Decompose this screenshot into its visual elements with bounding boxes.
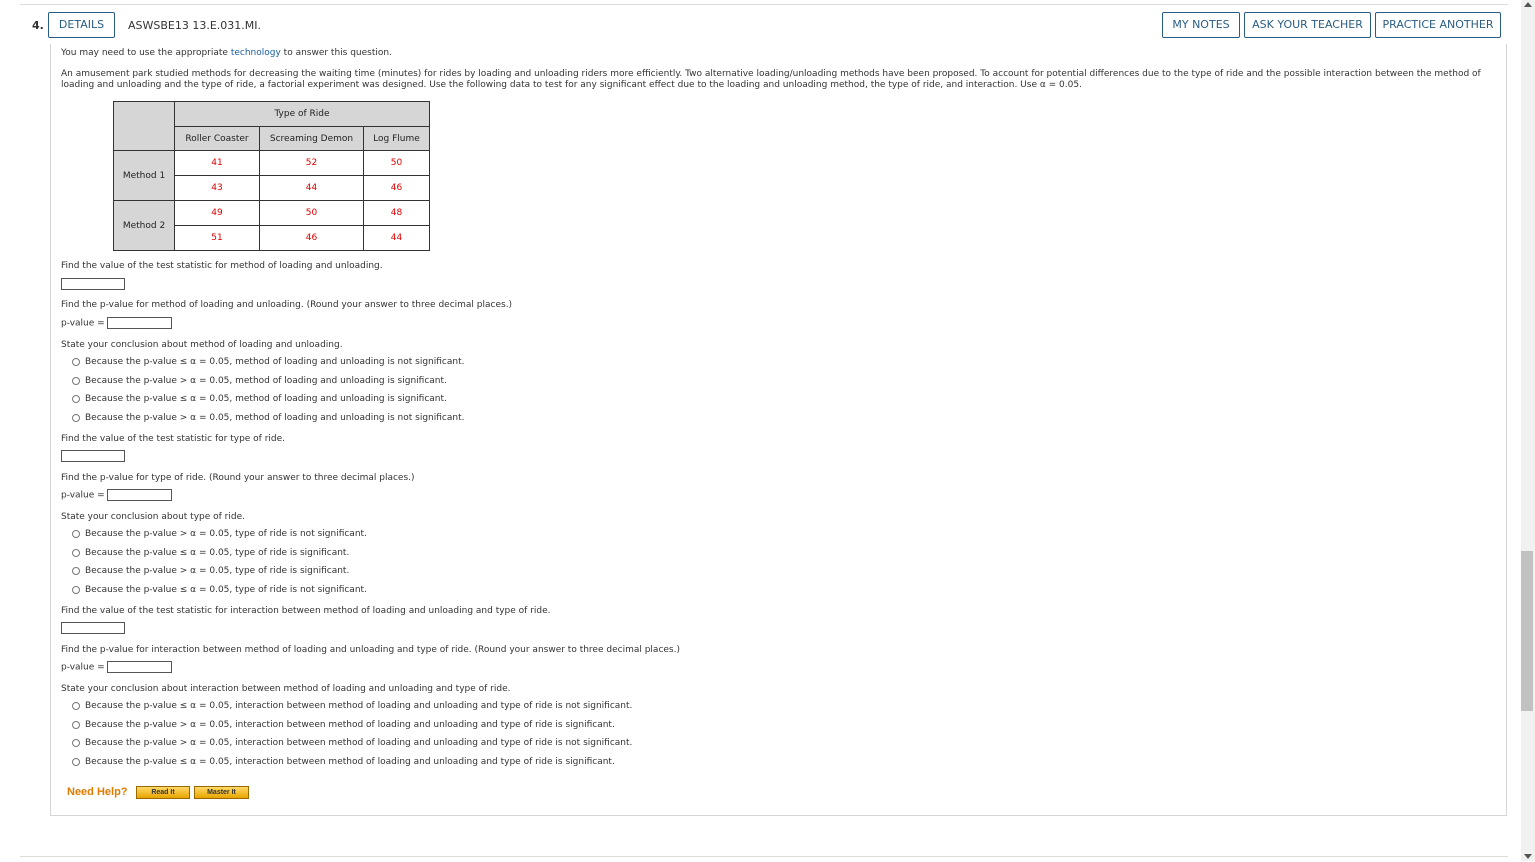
- next-question-edge: [20, 856, 1508, 862]
- method-pvalue-prompt: Find the p-value for method of loading and unloading. (Round your answer to three decimal places.): [61, 300, 513, 310]
- ask-teacher-button[interactable]: ASK YOUR TEACHER: [1244, 12, 1371, 38]
- method-option[interactable]: [72, 394, 447, 404]
- table-cell: 46: [260, 226, 364, 251]
- method-stat-prompt: Find the value of the test statistic for method of loading and unloading.: [61, 261, 383, 271]
- radio-icon[interactable]: [72, 739, 80, 747]
- option-label: Because the p-value ≤ α = 0.05, method of loading and unloading is significant.: [85, 394, 447, 404]
- question-id: ASWSBE13 13.E.031.MI.: [128, 19, 262, 32]
- scroll-down-icon[interactable]: [1524, 854, 1532, 859]
- ride-option[interactable]: [72, 566, 349, 576]
- row-header-method-1: Method 1: [114, 151, 175, 201]
- scroll-up-icon[interactable]: [1524, 2, 1532, 7]
- pvalue-label: p-value =: [61, 318, 105, 329]
- table-cell: 43: [175, 176, 260, 201]
- method-option[interactable]: [72, 376, 447, 386]
- option-label: Because the p-value > α = 0.05, type of ride is significant.: [85, 566, 350, 576]
- option-label: Because the p-value ≤ α = 0.05, interaction between method of loading and unloading and type of ride is significant.: [85, 757, 615, 767]
- table-cell: 41: [175, 151, 260, 176]
- radio-icon[interactable]: [72, 721, 80, 729]
- question-header: [20, 4, 1508, 45]
- table-cell: 46: [364, 176, 430, 201]
- method-conclusion-prompt: State your conclusion about method of loading and unloading.: [61, 340, 343, 350]
- my-notes-button[interactable]: MY NOTES: [1162, 12, 1240, 38]
- instructions-post: to answer this question.: [280, 48, 392, 58]
- ride-pvalue-row: [61, 489, 172, 501]
- interaction-pvalue-row: [61, 661, 172, 673]
- ride-stat-prompt: Find the value of the test statistic for type of ride.: [61, 434, 286, 444]
- interaction-option[interactable]: [72, 701, 632, 711]
- option-label: Because the p-value > α = 0.05, type of ride is not significant.: [85, 529, 367, 539]
- ride-stat-input[interactable]: [61, 450, 125, 462]
- vertical-scrollbar[interactable]: [1521, 0, 1535, 861]
- table-cell: 50: [364, 151, 430, 176]
- table-cell: 52: [260, 151, 364, 176]
- radio-icon[interactable]: [72, 549, 80, 557]
- method-stat-input[interactable]: [61, 278, 125, 290]
- column-header: Screaming Demon: [260, 127, 364, 151]
- interaction-option[interactable]: [72, 720, 615, 730]
- problem-intro: An amusement park studied methods for decreasing the waiting time (minutes) for rides by loading and unloading riders more efficiently. Two alternative loading/unloading methods have been proposed. To account for potential differences due to the type of ride and the possible interaction between the method of loading and unloading and the type of ride, a factorial experiment was designed. Use the following data to test for any significant effect due to the loading and unloading method, the type of ride, and interaction. Use α = 0.05.: [61, 69, 1481, 90]
- ride-option[interactable]: [72, 548, 349, 558]
- details-button[interactable]: DETAILS: [48, 12, 115, 38]
- option-label: Because the p-value ≤ α = 0.05, type of ride is not significant.: [85, 585, 367, 595]
- need-help-label: Need Help?: [67, 786, 128, 798]
- table-corner: [114, 102, 175, 151]
- ride-option[interactable]: [72, 529, 367, 539]
- radio-icon[interactable]: [72, 414, 80, 422]
- method-option[interactable]: [72, 357, 464, 367]
- table-cell: 49: [175, 201, 260, 226]
- pvalue-label: p-value =: [61, 662, 105, 673]
- practice-another-button[interactable]: PRACTICE ANOTHER: [1375, 12, 1501, 38]
- ride-pvalue-prompt: Find the p-value for type of ride. (Round your answer to three decimal places.): [61, 473, 415, 483]
- row-header-method-2: Method 2: [114, 201, 175, 251]
- column-header: Roller Coaster: [175, 127, 260, 151]
- radio-icon[interactable]: [72, 358, 80, 366]
- table-header-type-of-ride: Type of Ride: [175, 102, 430, 127]
- option-label: Because the p-value > α = 0.05, interaction between method of loading and unloading and type of ride is significant.: [85, 720, 615, 730]
- interaction-pvalue-prompt: Find the p-value for interaction between method of loading and unloading and type of ride. (Round your answer to three decimal places.): [61, 645, 680, 655]
- option-label: Because the p-value ≤ α = 0.05, method of loading and unloading is not significant.: [85, 357, 465, 367]
- option-label: Because the p-value ≤ α = 0.05, type of ride is significant.: [85, 548, 350, 558]
- radio-icon[interactable]: [72, 530, 80, 538]
- radio-icon[interactable]: [72, 758, 80, 766]
- interaction-stat-input[interactable]: [61, 622, 125, 634]
- question-number: 4.: [32, 19, 44, 32]
- ride-option[interactable]: [72, 585, 367, 595]
- technology-link[interactable]: technology: [230, 48, 281, 58]
- scrollbar-thumb[interactable]: [1521, 551, 1533, 711]
- instructions-text: [61, 48, 392, 59]
- table-cell: 51: [175, 226, 260, 251]
- table-cell: 50: [260, 201, 364, 226]
- option-label: Because the p-value > α = 0.05, interaction between method of loading and unloading and type of ride is not significant.: [85, 738, 633, 748]
- read-it-button[interactable]: Read It: [136, 786, 190, 799]
- method-pvalue-row: [61, 317, 172, 329]
- ride-conclusion-prompt: State your conclusion about type of ride.: [61, 512, 245, 522]
- table-cell: 44: [364, 226, 430, 251]
- method-option[interactable]: [72, 413, 464, 423]
- instructions-pre: You may need to use the appropriate: [61, 48, 231, 58]
- column-header: Log Flume: [364, 127, 430, 151]
- master-it-button[interactable]: Master It: [194, 786, 249, 799]
- interaction-option[interactable]: [72, 757, 615, 767]
- interaction-stat-prompt: Find the value of the test statistic for interaction between method of loading and unloading and type of ride.: [61, 606, 551, 616]
- option-label: Because the p-value ≤ α = 0.05, interaction between method of loading and unloading and type of ride is not significant.: [85, 701, 633, 711]
- table-cell: 44: [260, 176, 364, 201]
- option-label: Because the p-value > α = 0.05, method of loading and unloading is significant.: [85, 376, 447, 386]
- question-body: [50, 44, 1507, 816]
- table-cell: 48: [364, 201, 430, 226]
- interaction-conclusion-prompt: State your conclusion about interaction between method of loading and unloading and type of ride.: [61, 684, 511, 694]
- radio-icon[interactable]: [72, 567, 80, 575]
- interaction-pvalue-input[interactable]: [107, 661, 172, 673]
- data-table: [113, 101, 430, 251]
- method-pvalue-input[interactable]: [107, 317, 172, 329]
- pvalue-label: p-value =: [61, 490, 105, 501]
- radio-icon[interactable]: [72, 377, 80, 385]
- option-label: Because the p-value > α = 0.05, method of loading and unloading is not significant.: [85, 413, 465, 423]
- radio-icon[interactable]: [72, 586, 80, 594]
- interaction-option[interactable]: [72, 738, 632, 748]
- radio-icon[interactable]: [72, 702, 80, 710]
- radio-icon[interactable]: [72, 395, 80, 403]
- ride-pvalue-input[interactable]: [107, 489, 172, 501]
